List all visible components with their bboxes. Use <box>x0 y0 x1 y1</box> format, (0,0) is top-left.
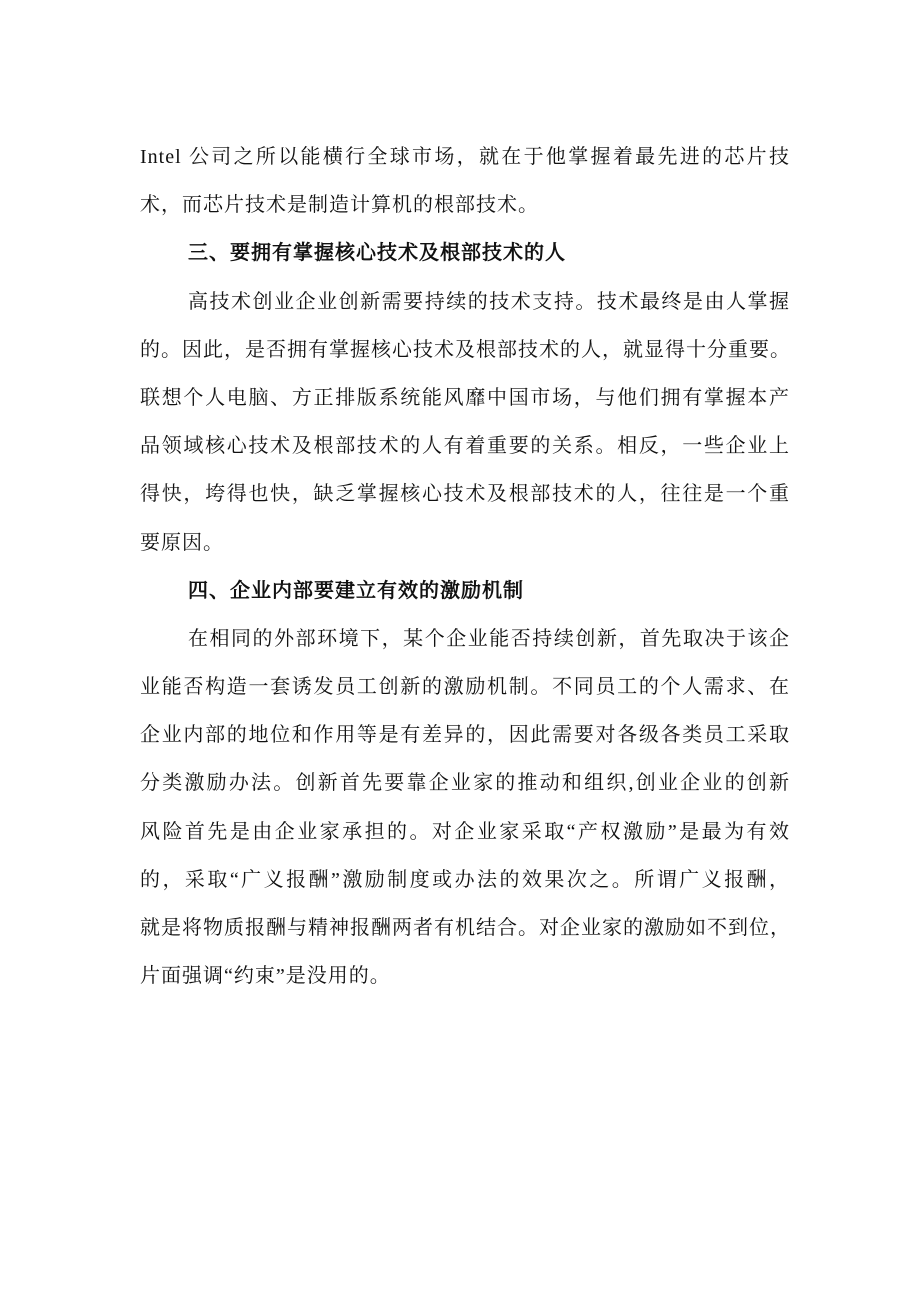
text-line: 联想个人电脑、方正排版系统能风靡中国市场，与他们拥有掌握本产 <box>140 386 790 409</box>
text-line: Intel 公司之所以能横行全球市场，就在于他掌握着最先进的芯片技 <box>140 146 790 168</box>
text-line: 高技术创业企业创新需要持续的技术支持。技术最终是由人掌握 <box>188 290 790 313</box>
text-line: 企业内部的地位和作用等是有差异的，因此需要对各级各类员工采取 <box>140 724 790 747</box>
text-line: 分类激励办法。创新首先要靠企业家的推动和组织,创业企业的创新 <box>140 772 790 795</box>
text-line: 在相同的外部环境下，某个企业能否持续创新，首先取决于该企 <box>188 627 790 650</box>
text-line: 的，采取“广义报酬”激励制度或办法的效果次之。所谓广义报酬， <box>140 868 790 891</box>
text-line: 片面强调“约束”是没用的。 <box>140 965 391 988</box>
section-heading <box>140 229 790 277</box>
text-line: 就是将物质报酬与精神报酬两者有机结合。对企业家的激励如不到位， <box>140 917 791 939</box>
text-line: 业能否构造一套诱发员工创新的激励机制。不同员工的个人需求、在 <box>140 676 790 699</box>
paragraph <box>140 278 790 567</box>
text-line: 的。因此，是否拥有掌握核心技术及根部技术的人，就显得十分重要。 <box>140 338 791 361</box>
heading-text: 四、企业内部要建立有效的激励机制 <box>188 579 524 602</box>
paragraph <box>140 133 790 229</box>
heading-text: 三、要拥有掌握核心技术及根部技术的人 <box>188 242 566 265</box>
document-body <box>140 133 790 1000</box>
text-line: 风险首先是由企业家承担的。对企业家采取“产权激励”是最为有效 <box>140 820 790 843</box>
text-line: 品领域核心技术及根部技术的人有着重要的关系。相反，一些企业上 <box>140 435 790 458</box>
text-line: 术，而芯片技术是制造计算机的根部技术。 <box>140 194 539 217</box>
text-line: 得快，垮得也快，缺乏掌握核心技术及根部技术的人，往往是一个重 <box>140 483 790 506</box>
text-line: 要原因。 <box>140 531 224 554</box>
section-heading <box>140 567 790 615</box>
paragraph <box>140 615 790 1001</box>
